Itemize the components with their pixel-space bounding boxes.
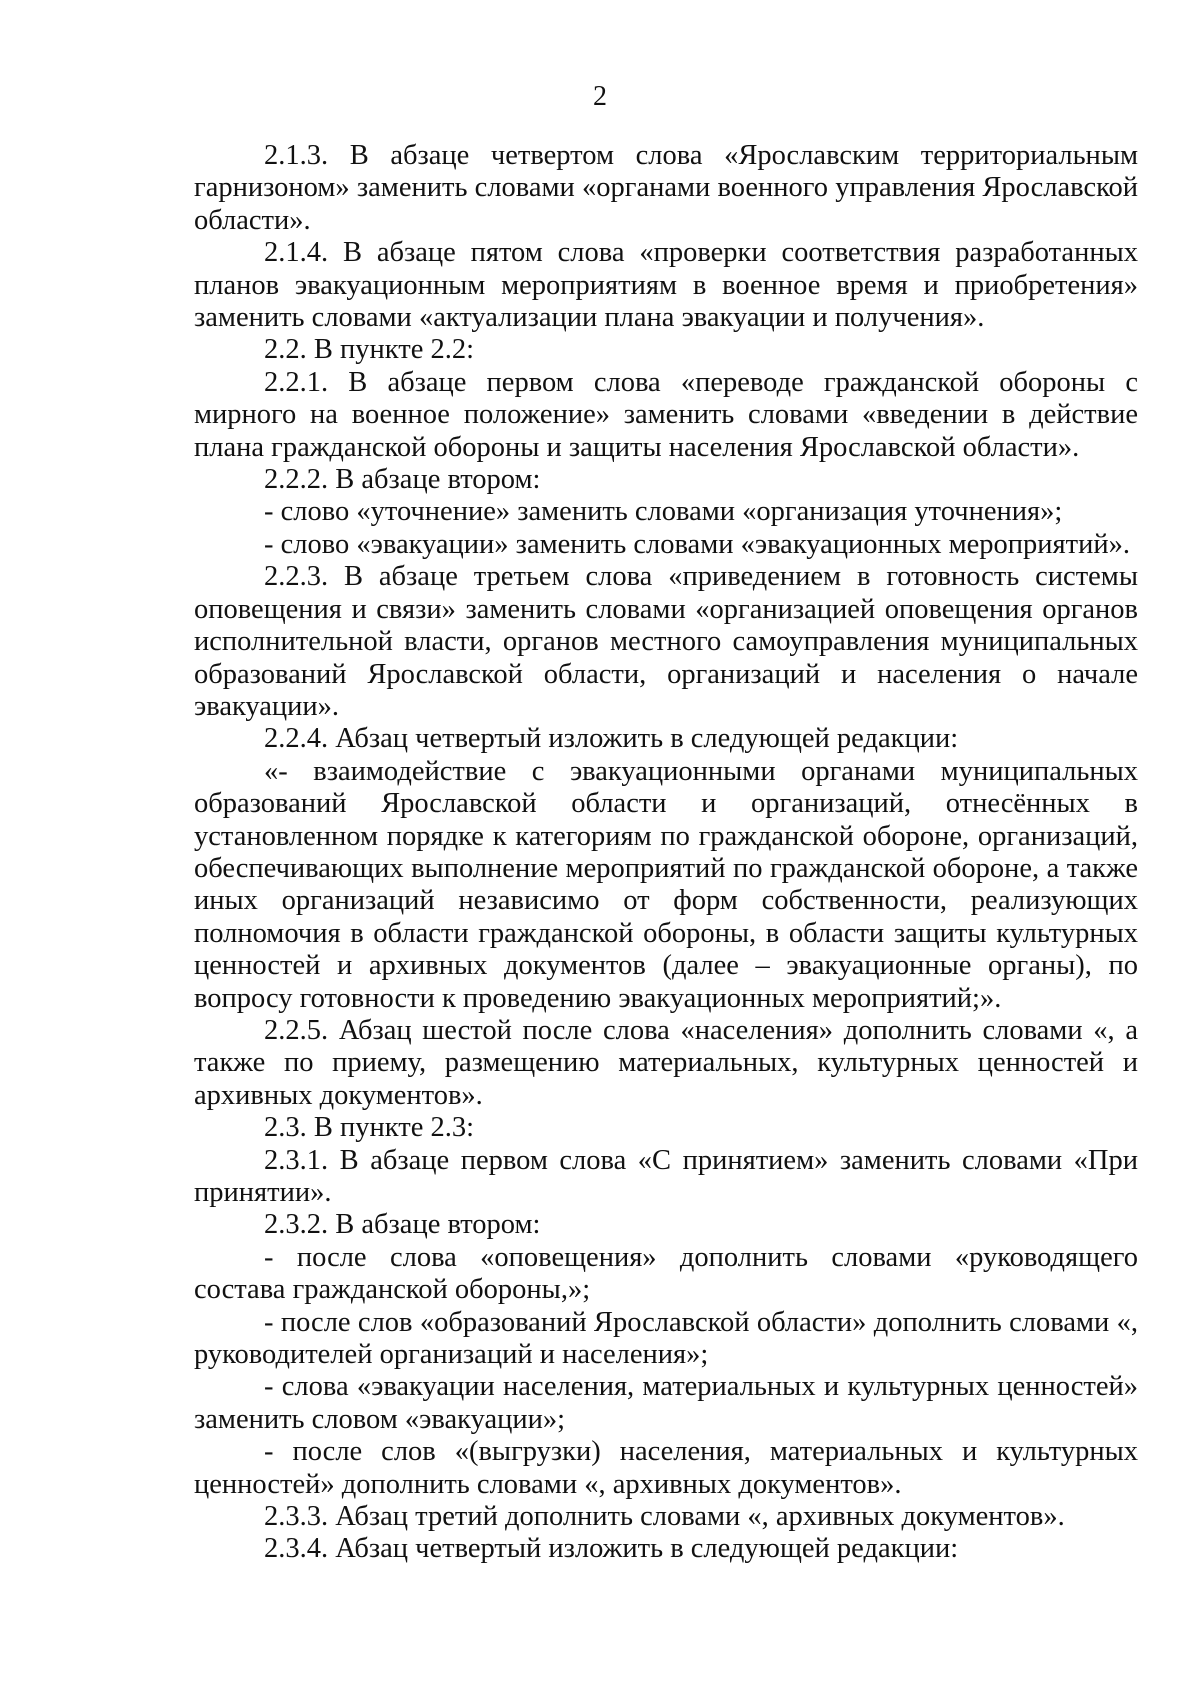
paragraph-2-2-5: 2.2.5. Абзац шестой после слова «населения» дополнить словами «, а также по приему, размещению материальных, культурных ценностей и архивных документов». <box>194 1014 1138 1111</box>
paragraph-2-3-3: 2.3.3. Абзац третий дополнить словами «, архивных документов». <box>264 1501 1065 1533</box>
paragraph-2-2: 2.2. В пункте 2.2: <box>264 334 475 366</box>
document-body <box>194 140 1138 1566</box>
paragraph-2-3-1: 2.3.1. В абзаце первом слова «С принятием» заменить словами «При принятии». <box>194 1144 1138 1208</box>
page-number: 2 <box>593 81 607 112</box>
paragraph-2-3-4: 2.3.4. Абзац четвертый изложить в следующей редакции: <box>264 1533 959 1565</box>
paragraph-2-2-1: 2.2.1. В абзаце первом слова «переводе гражданской обороны с мирного на военное положение» заменить словами «введении в действие плана гражданской обороны и защиты населения Ярославской области». <box>194 366 1138 463</box>
paragraph-2-1-4: 2.1.4. В абзаце пятом слова «проверки соответствия разработанных планов эвакуационным мероприятиям в военное время и приобретения» заменить словами «актуализации плана эвакуации и получения». <box>194 237 1138 334</box>
quoted-new-wording: «- взаимодействие с эвакуационными органами муниципальных образований Ярославской области и организаций, отнесённых в установленном порядке к категориям по гражданской обороне, организаций, обеспечивающих выполнение мероприятий по гражданской обороне, а также иных организаций независимо от форм собственности, реализующих полномочия в области гражданской обороны, в области защиты культурных ценностей и архивных документов (далее – эвакуационные органы), по вопросу готовности к проведению эвакуационных мероприятий;». <box>194 755 1138 1014</box>
paragraph-2-2-2: 2.2.2. В абзаце втором: <box>264 464 541 496</box>
paragraph-2-3: 2.3. В пункте 2.3: <box>264 1112 475 1144</box>
list-item-obrazovaniy: - после слов «образований Ярославской области» дополнить словами «, руководителей организаций и населения»; <box>194 1306 1138 1371</box>
list-item-vygruzki: - после слов «(выгрузки) населения, материальных и культурных ценностей» дополнить словами «, архивных документов». <box>194 1436 1138 1500</box>
paragraph-2-1-3: 2.1.3. В абзаце четвертом слова «Ярославским территориальным гарнизоном» заменить словами «органами военного управления Ярославской области». <box>194 140 1138 236</box>
list-item-evakuacii: - слово «эвакуации» заменить словами «эвакуационных мероприятий». <box>264 528 1130 560</box>
list-item-opovescheniya: - после слова «оповещения» дополнить словами «руководящего состава гражданской обороны,»; <box>194 1241 1138 1306</box>
paragraph-2-2-4: 2.2.4. Абзац четвертый изложить в следующей редакции: <box>264 723 959 755</box>
paragraph-2-2-3: 2.2.3. В абзаце третьем слова «приведением в готовность системы оповещения и связи» заменить словами «организацией оповещения органов исполнительной власти, органов местного самоуправления муниципальных образований Ярославской области, организаций и населения о начале эвакуации». <box>194 561 1138 722</box>
list-item-evakuacii-naseleniya: - слова «эвакуации населения, материальных и культурных ценностей» заменить словом «эвакуации»; <box>194 1371 1138 1435</box>
list-item-utochnenie: - слово «уточнение» заменить словами «организация уточнения»; <box>264 496 1063 528</box>
paragraph-2-3-2: 2.3.2. В абзаце втором: <box>264 1209 541 1241</box>
